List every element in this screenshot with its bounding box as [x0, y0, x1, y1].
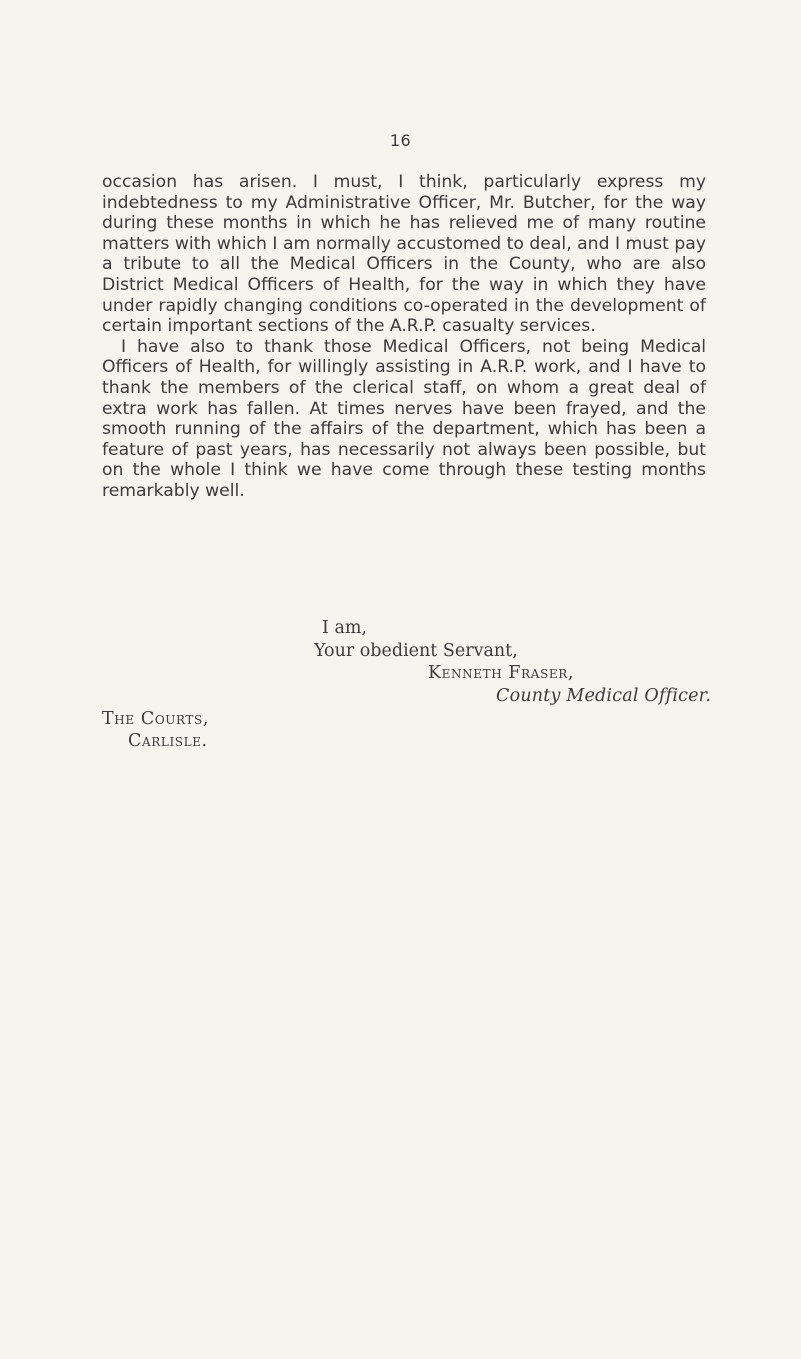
signatory-name: Kenneth Fraser,	[428, 663, 575, 683]
closing-salutation: I am,	[322, 618, 368, 638]
address-line-1: The Courts,	[102, 709, 210, 729]
signatory-title: County Medical Officer.	[496, 686, 712, 706]
closing-obedient-servant: Your obedient Servant,	[314, 641, 518, 661]
page-number: 16	[389, 131, 412, 150]
letter-body	[102, 172, 706, 502]
paragraph-2: I have also to thank those Medical Officers, not being Medical Officers of Health, for willingly assisting in A.R.P. work, and I have to thank the members of the clerical staff, on whom a great deal of extra work has fallen. At times nerves have been frayed, and the smooth running of the affairs of the department, which has been a feature of past years, has necessarily not always been possible, but on the whole I think we have come through these testing months remarkably well.	[102, 336, 706, 501]
address-line-2: Carlisle.	[128, 731, 208, 751]
paragraph-1: occasion has arisen. I must, I think, particularly express my indebtedness to my Administrative Officer, Mr. Butcher, for the way during these months in which he has relieved me of many routine matters with which I am normally accustomed to deal, and I must pay a tribute to all the Medical Officers in the County, who are also District Medical Officers of Health, for the way in which they have under rapidly changing conditions co-operated in the development of certain important sections of the A.R.P. casualty services.	[102, 172, 706, 337]
